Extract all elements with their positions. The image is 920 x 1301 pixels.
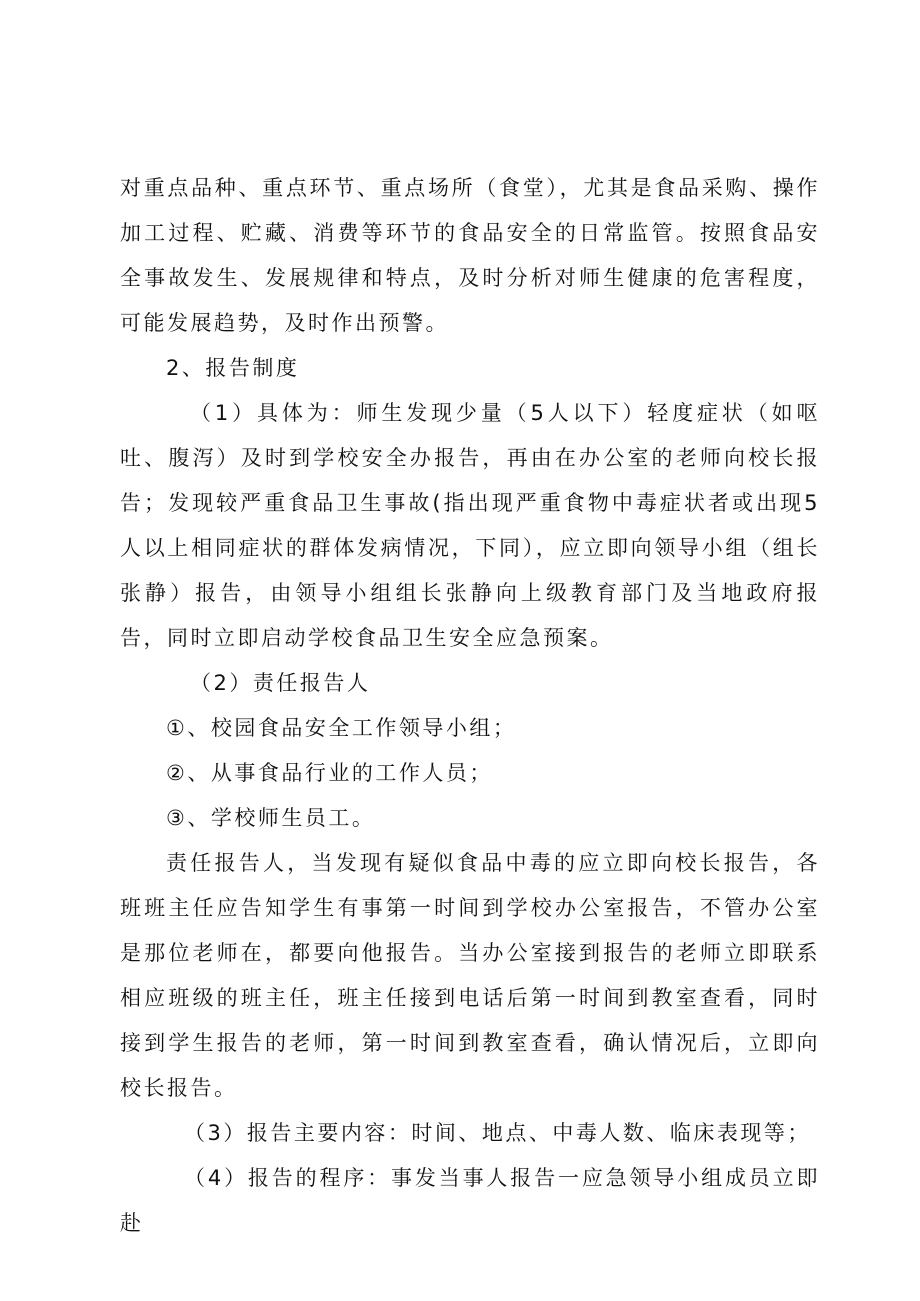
subheading-responsible-reporter: （2）责任报告人 bbox=[190, 671, 371, 695]
paragraph-monitoring: 对重点品种、重点环节、重点场所（食堂），尤其是食品采购、操作加工过程、贮藏、消费等环节的食品安全的日常监管。按照食品安全事故发生、发展规律和特点，及时分析对师生健康的危害程度，可能发展趋势，及时作出预警。 bbox=[120, 176, 820, 335]
list-item: ③、学校师生员工。 bbox=[166, 806, 376, 830]
paragraph-report-content: （3）报告主要内容：时间、地点、中毒人数、临床表现等； bbox=[184, 1121, 811, 1145]
list-item: ①、校园食品安全工作领导小组； bbox=[166, 716, 517, 740]
document-page bbox=[120, 166, 820, 1246]
paragraph-report-detail: （1）具体为：师生发现少量（5人以下）轻度症状（如呕吐、腹泻）及时到学校安全办报告，再由在办公室的老师向校长报告；发现较严重食品卫生事故(指出现严重食物中毒症状者或出现5人以上相同症状的群体发病情况，下同），应立即向领导小组（组长张静）报告，由领导小组组长张静向上级教育部门及当地政府报告，同时立即启动学校食品卫生安全应急预案。 bbox=[120, 401, 820, 650]
paragraph-report-procedure: （4）报告的程序：事发当事人报告一应急领导小组成员立即赴 bbox=[120, 1166, 820, 1235]
paragraph-reporter-duty: 责任报告人，当发现有疑似食品中毒的应立即向校长报告，各班班主任应告知学生有事第一时间到学校办公室报告，不管办公室是那位老师在，都要向他报告。当办公室接到报告的老师立即联系相应班级的班主任，班主任接到电话后第一时间到教室查看，同时接到学生报告的老师，第一时间到教室查看，确认情况后，立即向校长报告。 bbox=[120, 851, 820, 1100]
heading-report-system: 2、报告制度 bbox=[166, 356, 300, 380]
list-item: ②、从事食品行业的工作人员； bbox=[166, 761, 493, 785]
